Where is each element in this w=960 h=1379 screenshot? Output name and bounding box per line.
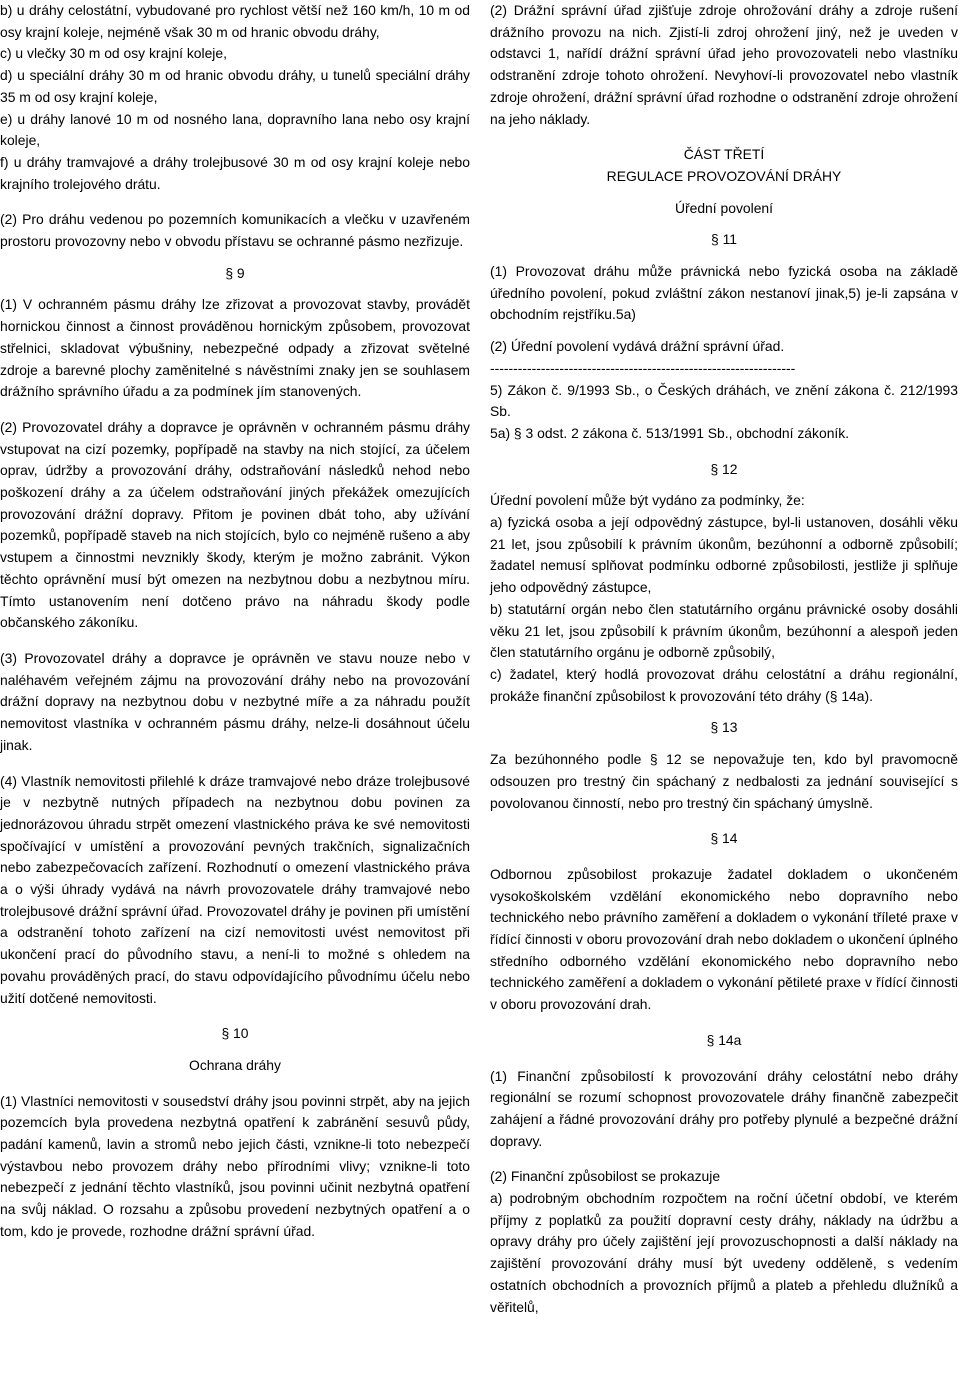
section-9-heading: § 9 (225, 264, 245, 281)
list-item-d: d) u speciální dráhy 30 m od hranic obvodu dráhy, u tunelů speciální dráhy 35 m od osy krajní koleje, (0, 67, 470, 105)
section-12-item-a: a) fyzická osoba a její odpovědný zástupce, byl-li ustanoven, dosáhli věku 21 let, jsou způsobilí k právním úkonům, bezúhonní a odborně způsobilí; žadatel nemusí splňovat podmínku odborné způsobilosti, jestliže ji splňuje jeho odpovědný zástupce, (490, 514, 958, 596)
section-9-paragraph-2: (2) Provozovatel dráhy a dopravce je oprávněn v ochranném pásmu dráhy vstupovat na cizí pozemky, popřípadě na stavby na nich stojící, za účelem oprav, údržby a provozování dráhy, odstraňování následků nehod nebo poškození dráhy a za účelem odstraňování jiných překážek omezujících provozování drážní dopravy. Přitom je povinen dbát toho, aby užívání pozemků, popřípadě staveb na nich stojících, bylo co nejméně rušeno a aby vstupem a činnostmi nevznikly škody, kterým je možno zabránit. Výkon těchto oprávnění musí být omezen na nezbytnou dobu a nezbytnou míru. Tímto ustanovením není dotčeno právo na náhradu škody podle občanského zákoníku. (0, 418, 470, 631)
section-14a-paragraph-1: (1) Finanční způsobilostí k provozování dráhy celostátní nebo dráhy regionální se rozumí schopnost provozovatele dráhy finančně zabezpečit zahájení a řádné provozování dráhy pro potřeby plynulé a bezpečné drážní dopravy. (490, 1067, 958, 1149)
section-10-paragraph-2: (2) Drážní správní úřad zjišťuje zdroje ohrožování dráhy a zdroje rušení drážního provozu na nich. Zjistí-li zdroj ohrožení jiný, než je uveden v odstavci 1, nařídí drážní správní úřad jeho provozovateli nebo vlastníku odstranění zdroje tohoto ohrožení. Nevyhoví-li provozovatel nebo vlastník zdroje ohrožení, drážní správní úřad rozhodne o odstranění zdroje ohrožení na jeho náklady. (490, 2, 958, 127)
list-item-b: b) u dráhy celostátní, vybudované pro rychlost větší než 160 km/h, 10 m od osy krajní koleje, nejméně však 30 m od hranic obvodu dráhy, (0, 2, 470, 40)
section-8-paragraph-2: (2) Pro dráhu vedenou po pozemních komunikacích a vlečku v uzavřeném prostoru provozovny nebo v obvodu přístavu se ochranné pásmo nezřizuje. (0, 211, 470, 250)
part-title: REGULACE PROVOZOVÁNÍ DRÁHY (606, 167, 842, 184)
section-14a-paragraph-2: (2) Finanční způsobilost se prokazuje (490, 1168, 721, 1185)
section-12-item-b: b) statutární orgán nebo člen statutárního orgánu právnické osoby dosáhli věku 21 let, jsou způsobilí k právním úkonům, bezúhonní a alespoň jeden člen statutárního orgánu je odborně způsobilý, (490, 600, 958, 661)
section-14a-paragraph-2a: a) podrobným obchodním rozpočtem na roční účetní období, ve kterém příjmy z poplatků za použití dopravní cesty dráhy, náklady na údržbu a opravy dráhy pro účely zajištění její provozuschopnosti a další náklady na zajištění provozování dráhy musí být uvedeny odděleně, s vedením ostatních obchodních a provozních příjmů a plateb a přehledu dlužníků a věřitelů, (490, 1190, 958, 1315)
footnote-5a: 5a) § 3 odst. 2 zákona č. 513/1991 Sb., obchodní zákoník. (490, 424, 850, 441)
section-10-paragraph-1: (1) Vlastníci nemovitosti v sousedství dráhy jsou povinni strpět, aby na jejich pozemcích byla provedena nezbytná opatření k zabránění sesuvů půdy, padání kamenů, lavin a stromů nebo jejich části, vznikne-li toto nebezpečí výstavbou nebo provozem dráhy nebo přírodními vlivy; vznikne-li toto nebezpečí z jednání těchto vlastníků, jsou povinni učinit nezbytná opatření na svůj náklad. O rozsahu a způsobu provedení nezbytných opatření a o tom, kdo je provede, rozhodne drážní správní úřad. (0, 1092, 470, 1239)
section-11-paragraph-1: (1) Provozovat dráhu může právnická nebo fyzická osoba na základě úředního povolení, pokud zvláštní zákon nestanoví jinak,5) je-li zapsána v obchodním rejstříku.5a) (490, 263, 958, 323)
left-column (0, 0, 470, 1243)
right-column (490, 0, 958, 1318)
section-13-paragraph-1: Za bezúhonného podle § 12 se nepovažuje ten, kdo byl pravomocně odsouzen pro trestný čin spáchaný z nedbalosti za jednání související s povolovanou činností, nebo pro trestný čin spáchaný úmyslně. (490, 751, 958, 811)
section-12-heading: § 12 (710, 460, 738, 477)
section-13-heading: § 13 (710, 719, 738, 736)
section-14a-heading: § 14a (706, 1031, 742, 1048)
part-number: ČÁST TŘETÍ (683, 146, 765, 163)
list-item-f: f) u dráhy tramvajové a dráhy trolejbusové 30 m od osy krajní koleje nebo krajního trolejového drátu. (0, 153, 470, 192)
section-10-heading: § 10 (221, 1025, 249, 1042)
section-14-heading: § 14 (710, 830, 738, 847)
section-11-heading: § 11 (710, 231, 737, 248)
section-14-paragraph-1: Odbornou způsobilost prokazuje žadatel dokladem o ukončeném vysokoškolském vzdělání ekonomického nebo dopravního nebo technického nebo právního zaměření a dokladem o vykonání tříleté praxe v řídící činnosti v oboru provozování drah nebo dokladem o ukončení úplného středního odborného vzdělání ekonomického nebo dopravního nebo technického zaměření a dokladem o vykonání pětileté praxe v řídící činnosti v oboru provozování drah. (490, 865, 958, 1013)
section-9-paragraph-3: (3) Provozovatel dráhy a dopravce je oprávněn ve stavu nouze nebo v naléhavém veřejném zájmu na provozování dráhy nebo na provozování drážní dopravy na nezbytnou dobu v nezbytné míře a za náhradu použít nemovitost vlastníka v ochranném pásmu dráhy, nelze-li dosáhnout účelu jinak. (0, 649, 470, 753)
section-12-intro: Úřední povolení může být vydáno za podmínky, že: (490, 492, 805, 509)
section-10-title: Ochrana dráhy (189, 1056, 281, 1073)
section-12-item-c: c) žadatel, který hodlá provozovat dráhu celostátní a dráhu regionální, prokáže finanční způsobilost k provozování této dráhy (§ 14a). (490, 665, 958, 704)
footnote-separator: ------------------------------------------------------------------ (490, 359, 796, 376)
section-9-paragraph-1: (1) V ochranném pásmu dráhy lze zřizovat a provozovat stavby, provádět hornickou činnost a činnost prováděnou hornickým způsobem, provozovat střelnici, skladovat výbušniny, nebezpečné odpady a zřizovat světelné zdroje a barevné plochy zaměnitelné s návěstními znaky jen se souhlasem drážního správního úřadu a za podmínek jím stanovených. (0, 296, 470, 400)
footnote-5: 5) Zákon č. 9/1993 Sb., o Českých dráhách, ve znění zákona č. 212/1993 Sb. (490, 381, 958, 420)
section-11-paragraph-2: (2) Úřední povolení vydává drážní správní úřad. (490, 338, 785, 355)
list-item-e: e) u dráhy lanové 10 m od nosného lana, dopravního lana nebo osy krajní koleje, (0, 110, 470, 149)
section-9-paragraph-4: (4) Vlastník nemovitosti přilehlé k dráze tramvajové nebo dráze trolejbusové je v nezbytně nutných případech na nezbytnou dobu povinen za jednorázovou úhradu strpět omezení vlastnického práva ke své nemovitosti spočívající v umístění a provozování pevných trakčních, signalizačních nebo zabezpečovacích zařízení. Rozhodnutí o omezení vlastnického práva a o výši úhrady vydává na návrh provozovatele dráhy tramvajové nebo trolejbusové drážní správní úřad. Provozovatel dráhy je povinen při umístění a odstranění tohoto zařízení na cizí nemovitosti uvést nemovitost při ukončení prací do původního stavu, a není-li to možné s ohledem na povahu prováděných prací, do stavu odpovídajícího původnímu účelu nebo užití dotčené nemovitosti. (0, 772, 470, 1006)
subtitle: Úřední povolení (674, 199, 774, 216)
list-item-c: c) u vlečky 30 m od osy krajní koleje, (0, 45, 227, 62)
